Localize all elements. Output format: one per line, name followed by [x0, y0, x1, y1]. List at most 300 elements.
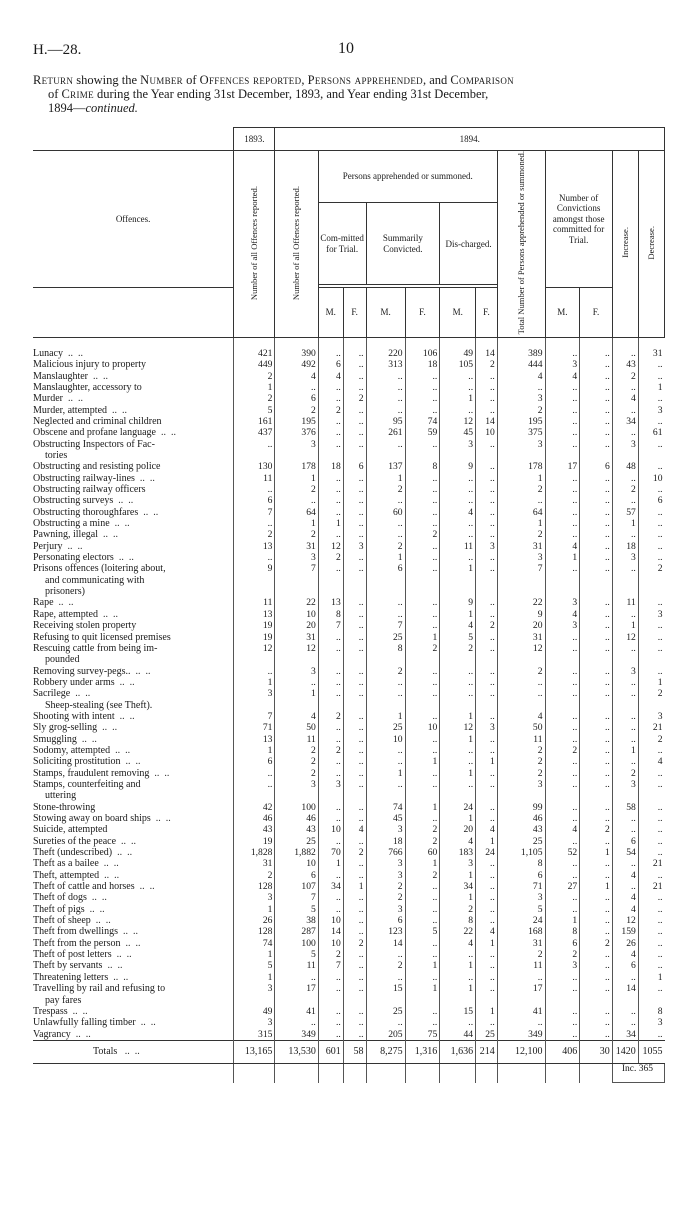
- cell-convictions-m: 3: [545, 597, 580, 608]
- cell-convictions-f: ..: [580, 870, 613, 881]
- cell-discharged-m: [440, 450, 476, 461]
- offence-name-text: Receiving stolen property: [33, 620, 137, 632]
- offence-name: [33, 597, 234, 608]
- totals-decrease: 1055: [638, 1040, 664, 1063]
- caption-word: Offences reported: [199, 73, 302, 87]
- offence-name: [33, 881, 234, 892]
- cell-total-persons: ..: [497, 495, 545, 506]
- cell-num-1894: [275, 700, 318, 711]
- cell-committed-m: [318, 575, 343, 586]
- cell-num-1893: 71: [234, 722, 275, 733]
- cell-convictions-f: ..: [580, 382, 613, 393]
- cell-committed-m: ..: [318, 756, 343, 767]
- cell-total-persons: 22: [497, 597, 545, 608]
- cell-summarily-f: ..: [405, 1017, 440, 1028]
- cell-decrease: ..: [638, 745, 664, 756]
- cell-discharged-f: ..: [476, 734, 498, 745]
- cell-summarily-f: ..: [405, 813, 440, 824]
- cell-convictions-f: 1: [580, 881, 613, 892]
- cell-total-persons: 4: [497, 371, 545, 382]
- total-persons-header-text: Total Number of Persons apprehended or summoned.: [515, 151, 526, 335]
- table-row: [33, 439, 665, 450]
- offence-name: [33, 892, 234, 903]
- offence-name-text: Prisons offences (loitering about,: [33, 563, 166, 575]
- cell-num-1893: 6: [234, 756, 275, 767]
- table-row: [33, 632, 665, 643]
- cell-num-1894: 4: [275, 371, 318, 382]
- cell-committed-m: 2: [318, 711, 343, 722]
- cell-committed-m: ..: [318, 677, 343, 688]
- cell-convictions-m: ..: [545, 870, 580, 881]
- cell-decrease: 1: [638, 382, 664, 393]
- cell-convictions-f: ..: [580, 337, 613, 359]
- cell-convictions-f: ..: [580, 949, 613, 960]
- cell-committed-f: [343, 995, 366, 1006]
- cell-convictions-f: [580, 995, 613, 1006]
- cell-committed-f: ..: [343, 473, 366, 484]
- committed-m-header: M.: [318, 287, 343, 337]
- offence-name: [33, 416, 234, 427]
- cell-convictions-f: ..: [580, 734, 613, 745]
- cell-summarily-m: 14: [366, 938, 405, 949]
- cell-increase: 3: [612, 552, 638, 563]
- cell-convictions-f: ..: [580, 768, 613, 779]
- cell-convictions-m: 2: [545, 745, 580, 756]
- cell-summarily-f: ..: [405, 892, 440, 903]
- cell-summarily-f: ..: [405, 439, 440, 450]
- cell-num-1893: 43: [234, 824, 275, 835]
- cell-committed-f: ..: [343, 495, 366, 506]
- cell-increase: [612, 575, 638, 586]
- year-1894-header: 1894.: [275, 128, 665, 151]
- cell-committed-m: ..: [318, 507, 343, 518]
- cell-committed-m: 2: [318, 949, 343, 960]
- cell-committed-f: ..: [343, 983, 366, 994]
- cell-summarily-m: 1: [366, 552, 405, 563]
- cell-num-1893: 1: [234, 972, 275, 983]
- cell-summarily-m: ..: [366, 495, 405, 506]
- offence-name: [33, 495, 234, 506]
- cell-discharged-m: ..: [440, 1017, 476, 1028]
- cell-num-1894: 1: [275, 518, 318, 529]
- cell-increase: 6: [612, 836, 638, 847]
- cell-convictions-f: ..: [580, 677, 613, 688]
- offence-name: [33, 1017, 234, 1028]
- cell-summarily-m: 123: [366, 926, 405, 937]
- cell-num-1894: 390: [275, 337, 318, 359]
- cell-decrease: ..: [638, 518, 664, 529]
- offence-name-text: Stamps, counterfeiting and: [33, 778, 141, 790]
- cell-convictions-m: ..: [545, 892, 580, 903]
- cell-total-persons: 2: [497, 405, 545, 416]
- offence-name: [33, 473, 234, 484]
- cell-discharged-f: 4: [476, 926, 498, 937]
- offence-name-text: Perjury: [33, 540, 63, 552]
- table-row: [33, 711, 665, 722]
- offence-name-text: Unlawfully falling timber: [33, 1017, 136, 1029]
- totals-discharged-m: 1,636: [440, 1040, 476, 1063]
- cell-committed-f: ..: [343, 359, 366, 370]
- cell-total-persons: 8: [497, 858, 545, 869]
- cell-committed-f: ..: [343, 484, 366, 495]
- cell-num-1893: 19: [234, 632, 275, 643]
- cell-increase: ..: [612, 677, 638, 688]
- cell-summarily-f: ..: [405, 881, 440, 892]
- leader-dots: .. ..: [111, 949, 132, 961]
- cell-discharged-m: ..: [440, 371, 476, 382]
- leader-dots: .. ..: [53, 597, 74, 609]
- cell-summarily-m: [366, 450, 405, 461]
- offence-name-text: Theft (undescribed): [33, 847, 113, 859]
- cell-decrease: ..: [638, 949, 664, 960]
- cell-num-1894: 100: [275, 938, 318, 949]
- offence-name: [33, 371, 234, 382]
- offence-name-text: uttering: [45, 790, 77, 802]
- cell-committed-f: ..: [343, 688, 366, 699]
- offence-name-text: Theft of cattle and horses: [33, 881, 135, 893]
- cell-num-1893: 49: [234, 1006, 275, 1017]
- cell-num-1893: 31: [234, 858, 275, 869]
- offence-name-text: Pawning, illegal: [33, 529, 98, 541]
- totals-convictions-f: 30: [580, 1040, 613, 1063]
- cell-summarily-m: ..: [366, 677, 405, 688]
- cell-increase: 3: [612, 666, 638, 677]
- table-row: [33, 597, 665, 608]
- cell-convictions-m: ..: [545, 734, 580, 745]
- cell-num-1893: 19: [234, 620, 275, 631]
- cell-convictions-f: ..: [580, 983, 613, 994]
- offence-name: [33, 337, 234, 359]
- cell-discharged-f: ..: [476, 461, 498, 472]
- cell-num-1894: 10: [275, 609, 318, 620]
- cell-summarily-m: [366, 790, 405, 801]
- cell-increase: 34: [612, 1029, 638, 1041]
- leader-dots: .. ..: [99, 869, 120, 881]
- cell-increase: ..: [612, 813, 638, 824]
- cell-total-persons: 7: [497, 563, 545, 574]
- cell-convictions-m: ..: [545, 405, 580, 416]
- cell-committed-f: ..: [343, 904, 366, 915]
- cell-num-1893: 1: [234, 382, 275, 393]
- cell-discharged-f: [476, 450, 498, 461]
- cell-summarily-f: ..: [405, 938, 440, 949]
- cell-discharged-f: ..: [476, 563, 498, 574]
- cell-convictions-m: [545, 700, 580, 711]
- cell-discharged-m: 1: [440, 734, 476, 745]
- convictions-f-header: F.: [580, 287, 613, 337]
- cell-discharged-f: ..: [476, 949, 498, 960]
- cell-decrease: 2: [638, 688, 664, 699]
- increase-header-text: Increase.: [619, 227, 630, 259]
- cell-convictions-m: [545, 450, 580, 461]
- cell-summarily-m: 45: [366, 813, 405, 824]
- cell-summarily-m: ..: [366, 779, 405, 790]
- cell-summarily-m: 3: [366, 904, 405, 915]
- cell-summarily-m: 15: [366, 983, 405, 994]
- cell-num-1893: 3: [234, 688, 275, 699]
- cell-discharged-m: 45: [440, 427, 476, 438]
- cell-summarily-m: [366, 995, 405, 1006]
- cell-committed-f: [343, 654, 366, 665]
- cell-discharged-f: 2: [476, 620, 498, 631]
- cell-decrease: ..: [638, 416, 664, 427]
- table-row: [33, 609, 665, 620]
- cell-discharged-f: [476, 654, 498, 665]
- caption-text: showing the: [73, 73, 141, 87]
- cell-committed-m: ..: [318, 722, 343, 733]
- cell-summarily-m: ..: [366, 382, 405, 393]
- table-row: [33, 529, 665, 540]
- table-caption: [33, 73, 665, 115]
- leader-dots: .. ..: [88, 370, 108, 382]
- cell-committed-m: 13: [318, 597, 343, 608]
- cell-total-persons: 444: [497, 359, 545, 370]
- cell-decrease: [638, 790, 664, 801]
- cell-decrease: 4: [638, 756, 664, 767]
- cell-total-persons: 2: [497, 768, 545, 779]
- cell-num-1893: [234, 995, 275, 1006]
- caption-italic: continued.: [85, 101, 138, 115]
- cell-committed-m: ..: [318, 972, 343, 983]
- cell-committed-f: 2: [343, 847, 366, 858]
- table-row: [33, 1029, 665, 1041]
- cell-discharged-m: 44: [440, 1029, 476, 1041]
- offence-name: [33, 1029, 234, 1041]
- cell-num-1894: 11: [275, 734, 318, 745]
- cell-summarily-m: 3: [366, 858, 405, 869]
- cell-committed-f: ..: [343, 1006, 366, 1017]
- cell-total-persons: 24: [497, 915, 545, 926]
- leader-dots: .. ..: [70, 688, 91, 700]
- table-row: [33, 541, 665, 552]
- cell-convictions-f: ..: [580, 473, 613, 484]
- cell-total-persons: 178: [497, 461, 545, 472]
- totals-total: 12,100: [497, 1040, 545, 1063]
- cell-convictions-m: [545, 586, 580, 597]
- offence-name: [33, 904, 234, 915]
- cell-total-persons: 11: [497, 960, 545, 971]
- cell-num-1894: 6: [275, 870, 318, 881]
- cell-committed-f: ..: [343, 337, 366, 359]
- cell-committed-m: 12: [318, 541, 343, 552]
- offence-name: [33, 507, 234, 518]
- cell-increase: ..: [612, 609, 638, 620]
- cell-discharged-m: 4: [440, 507, 476, 518]
- cell-convictions-m: ..: [545, 688, 580, 699]
- cell-summarily-f: ..: [405, 495, 440, 506]
- cell-total-persons: 11: [497, 734, 545, 745]
- cell-summarily-m: 3: [366, 824, 405, 835]
- cell-increase: 14: [612, 983, 638, 994]
- cell-decrease: 1: [638, 677, 664, 688]
- cell-discharged-f: ..: [476, 382, 498, 393]
- offence-name-text: prisoners): [45, 586, 85, 598]
- offence-name: [33, 439, 234, 450]
- cell-committed-f: [343, 586, 366, 597]
- cell-convictions-f: ..: [580, 972, 613, 983]
- cell-increase: 3: [612, 439, 638, 450]
- cell-summarily-f: ..: [405, 473, 440, 484]
- cell-decrease: 6: [638, 495, 664, 506]
- cell-summarily-f: ..: [405, 972, 440, 983]
- cell-total-persons: 20: [497, 620, 545, 631]
- cell-summarily-f: ..: [405, 745, 440, 756]
- cell-committed-m: ..: [318, 734, 343, 745]
- leader-dots: .. ..: [102, 960, 123, 972]
- cell-convictions-m: 6: [545, 938, 580, 949]
- cell-committed-f: ..: [343, 858, 366, 869]
- offence-name-text: Sodomy, attempted: [33, 744, 111, 756]
- cell-total-persons: 3: [497, 439, 545, 450]
- totals-discharged-f: 214: [476, 1040, 498, 1063]
- increase-header: [612, 151, 638, 338]
- leader-dots: .. ..: [63, 393, 83, 405]
- cell-convictions-m: ..: [545, 495, 580, 506]
- cell-total-persons: [497, 654, 545, 665]
- cell-num-1894: 492: [275, 359, 318, 370]
- cell-increase: 18: [612, 541, 638, 552]
- cell-num-1893: 74: [234, 938, 275, 949]
- cell-discharged-f: ..: [476, 892, 498, 903]
- offence-name: [33, 700, 234, 711]
- offence-name: [33, 1006, 234, 1017]
- cell-discharged-m: [440, 790, 476, 801]
- offence-name: [33, 393, 234, 404]
- cell-summarily-m: 10: [366, 734, 405, 745]
- cell-discharged-m: 1: [440, 813, 476, 824]
- cell-summarily-f: ..: [405, 677, 440, 688]
- cell-increase: ..: [612, 643, 638, 654]
- cell-discharged-m: ..: [440, 484, 476, 495]
- cell-convictions-f: ..: [580, 892, 613, 903]
- cell-num-1894: ..: [275, 495, 318, 506]
- cell-num-1894: 7: [275, 563, 318, 574]
- totals-1894: 13,530: [275, 1040, 318, 1063]
- cell-summarily-f: ..: [405, 768, 440, 779]
- table-row: [33, 983, 665, 994]
- cell-decrease: 3: [638, 711, 664, 722]
- cell-convictions-m: ..: [545, 972, 580, 983]
- cell-discharged-f: ..: [476, 858, 498, 869]
- cell-discharged-f: ..: [476, 529, 498, 540]
- cell-convictions-f: [580, 790, 613, 801]
- cell-num-1893: 12: [234, 643, 275, 654]
- offence-name-text: Rape: [33, 597, 54, 609]
- cell-discharged-f: ..: [476, 802, 498, 813]
- leader-dots: .. ..: [116, 835, 137, 847]
- leader-dots: .. ..: [97, 722, 118, 734]
- caption-word: Comparison: [450, 73, 514, 87]
- cell-increase: ..: [612, 824, 638, 835]
- cell-decrease: 2: [638, 563, 664, 574]
- offence-name: [33, 359, 234, 370]
- cell-num-1894: ..: [275, 677, 318, 688]
- offence-name: [33, 450, 234, 461]
- offence-name-text: Manslaughter: [33, 370, 88, 382]
- offence-name-text: Obstructing and resisting police: [33, 461, 161, 473]
- leader-dots: .. ..: [156, 427, 176, 439]
- cell-decrease: ..: [638, 393, 664, 404]
- cell-summarily-f: [405, 575, 440, 586]
- cell-committed-m: 7: [318, 960, 343, 971]
- offence-name: [33, 858, 234, 869]
- cell-committed-f: 2: [343, 938, 366, 949]
- cell-summarily-m: [366, 586, 405, 597]
- cell-convictions-f: ..: [580, 813, 613, 824]
- leader-dots: .. ..: [110, 744, 131, 756]
- offence-name: [33, 722, 234, 733]
- cell-summarily-m: ..: [366, 688, 405, 699]
- cell-increase: ..: [612, 529, 638, 540]
- cell-convictions-f: ..: [580, 1006, 613, 1017]
- cell-increase: ..: [612, 427, 638, 438]
- leader-dots: .. ..: [90, 915, 111, 927]
- offence-name: [33, 938, 234, 949]
- cell-convictions-m: ..: [545, 711, 580, 722]
- cell-num-1893: ..: [234, 552, 275, 563]
- cell-num-1893: 42: [234, 802, 275, 813]
- table-row: [33, 904, 665, 915]
- cell-discharged-f: ..: [476, 983, 498, 994]
- cell-discharged-f: 1: [476, 938, 498, 949]
- cell-num-1894: 195: [275, 416, 318, 427]
- table-row: [33, 337, 665, 359]
- offence-name: [33, 802, 234, 813]
- offence-name-text: Refusing to quit licensed premises: [33, 631, 171, 643]
- cell-decrease: 3: [638, 1017, 664, 1028]
- cell-committed-f: ..: [343, 597, 366, 608]
- cell-summarily-f: ..: [405, 552, 440, 563]
- cell-summarily-f: ..: [405, 711, 440, 722]
- cell-convictions-f: ..: [580, 926, 613, 937]
- cell-convictions-m: ..: [545, 756, 580, 767]
- cell-committed-f: ..: [343, 416, 366, 427]
- cell-decrease: 1: [638, 972, 664, 983]
- cell-discharged-f: ..: [476, 915, 498, 926]
- cell-discharged-m: 1: [440, 711, 476, 722]
- cell-decrease: 2: [638, 734, 664, 745]
- cell-total-persons: [497, 700, 545, 711]
- table-row: [33, 495, 665, 506]
- cell-total-persons: 1: [497, 473, 545, 484]
- cell-decrease: ..: [638, 507, 664, 518]
- cell-increase: 6: [612, 960, 638, 971]
- table-row: [33, 416, 665, 427]
- cell-summarily-m: 313: [366, 359, 405, 370]
- cell-summarily-f: 8: [405, 461, 440, 472]
- cell-num-1893: 421: [234, 337, 275, 359]
- cell-summarily-m: 6: [366, 563, 405, 574]
- table-row: [33, 484, 665, 495]
- cell-summarily-m: ..: [366, 371, 405, 382]
- cell-discharged-f: ..: [476, 507, 498, 518]
- cell-committed-f: [343, 575, 366, 586]
- cell-discharged-f: ..: [476, 881, 498, 892]
- cell-num-1893: [234, 450, 275, 461]
- cell-discharged-m: ..: [440, 382, 476, 393]
- cell-num-1894: [275, 586, 318, 597]
- offence-name-text: Stowing away on board ships: [33, 813, 151, 824]
- cell-summarily-m: [366, 654, 405, 665]
- cell-summarily-m: 2: [366, 960, 405, 971]
- table-row: [33, 779, 665, 790]
- table-row: [33, 1017, 665, 1028]
- cell-committed-f: ..: [343, 711, 366, 722]
- cell-summarily-f: 59: [405, 427, 440, 438]
- cell-num-1893: 2: [234, 529, 275, 540]
- cell-num-1894: [275, 450, 318, 461]
- cell-summarily-m: 220: [366, 337, 405, 359]
